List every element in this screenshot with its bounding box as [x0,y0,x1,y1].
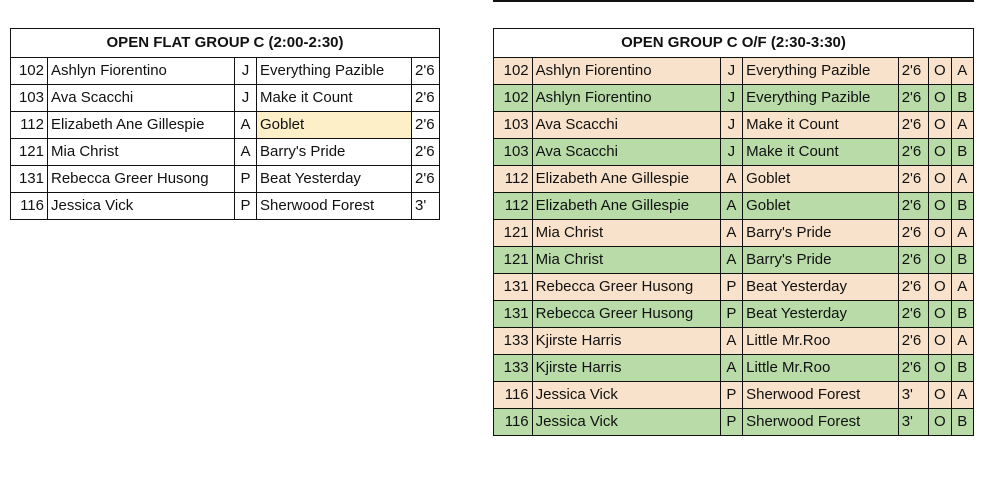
class-type: O [929,112,951,139]
table-row [11,139,440,166]
division-code: A [720,355,742,382]
top-divider-line [493,0,974,2]
entry-number: 103 [11,85,48,112]
rider-name: Ashlyn Fiorentino [532,58,720,85]
horse-name: Make it Count [257,85,412,112]
table-row [494,301,974,328]
section-letter: A [951,382,973,409]
fence-height: 2'6 [412,112,440,139]
table-row [11,85,440,112]
division-code: P [235,193,257,220]
fence-height: 2'6 [898,355,929,382]
fence-height: 2'6 [898,85,929,112]
table-row [494,166,974,193]
rider-name: Ashlyn Fiorentino [532,85,720,112]
rider-name: Kjirste Harris [532,328,720,355]
entry-number: 116 [494,382,533,409]
fence-height: 2'6 [898,301,929,328]
table-row [494,247,974,274]
fence-height: 2'6 [898,58,929,85]
horse-name: Little Mr.Roo [743,328,899,355]
horse-name: Sherwood Forest [743,382,899,409]
section-letter: B [951,247,973,274]
division-code: A [720,166,742,193]
horse-name: Make it Count [743,112,899,139]
division-code: J [235,58,257,85]
entry-number: 112 [494,193,533,220]
table-row [494,409,974,436]
fence-height: 2'6 [898,112,929,139]
horse-name: Beat Yesterday [257,166,412,193]
entry-number: 121 [494,220,533,247]
class-type: O [929,166,951,193]
section-letter: A [951,328,973,355]
rider-name: Elizabeth Ane Gillespie [48,112,235,139]
table-row [494,382,974,409]
division-code: A [720,193,742,220]
rider-name: Mia Christ [532,220,720,247]
fence-height: 2'6 [412,139,440,166]
horse-name: Little Mr.Roo [743,355,899,382]
rider-name: Ava Scacchi [532,139,720,166]
section-letter: B [951,409,973,436]
rider-name: Mia Christ [48,139,235,166]
horse-name: Everything Pazible [743,58,899,85]
table-row [494,193,974,220]
table-title: OPEN GROUP C O/F (2:30-3:30) [494,29,974,58]
division-code: P [235,166,257,193]
rider-name: Ava Scacchi [48,85,235,112]
entry-number: 131 [494,274,533,301]
horse-name: Goblet [257,112,412,139]
division-code: J [720,139,742,166]
class-type: O [929,139,951,166]
class-type: O [929,355,951,382]
table-row [11,166,440,193]
rider-name: Rebecca Greer Husong [532,301,720,328]
division-code: A [235,112,257,139]
section-letter: B [951,193,973,220]
table-row [11,112,440,139]
rider-name: Jessica Vick [532,382,720,409]
rider-name: Elizabeth Ane Gillespie [532,193,720,220]
table-body [494,58,974,436]
class-type: O [929,58,951,85]
section-letter: B [951,85,973,112]
entry-number: 121 [494,247,533,274]
entry-number: 121 [11,139,48,166]
table-row [494,274,974,301]
table-row [11,58,440,85]
division-code: P [720,409,742,436]
division-code: J [720,85,742,112]
division-code: P [720,274,742,301]
entry-number: 102 [11,58,48,85]
fence-height: 2'6 [898,328,929,355]
entry-number: 131 [494,301,533,328]
horse-name: Barry's Pride [743,247,899,274]
horse-name: Beat Yesterday [743,301,899,328]
section-letter: A [951,274,973,301]
entry-number: 131 [11,166,48,193]
section-letter: A [951,58,973,85]
fence-height: 2'6 [412,58,440,85]
class-type: O [929,274,951,301]
fence-height: 2'6 [898,166,929,193]
fence-height: 2'6 [898,220,929,247]
fence-height: 3' [412,193,440,220]
division-code: A [720,220,742,247]
section-letter: B [951,301,973,328]
class-type: O [929,247,951,274]
table-row [494,58,974,85]
entry-number: 133 [494,328,533,355]
horse-name: Barry's Pride [257,139,412,166]
rider-name: Elizabeth Ane Gillespie [532,166,720,193]
table-row [494,355,974,382]
division-code: J [720,58,742,85]
section-letter: A [951,166,973,193]
open-group-c-of-table [493,28,974,436]
table-row [494,112,974,139]
section-letter: A [951,220,973,247]
division-code: J [720,112,742,139]
table-row [11,193,440,220]
horse-name: Beat Yesterday [743,274,899,301]
division-code: J [235,85,257,112]
horse-name: Everything Pazible [257,58,412,85]
section-letter: B [951,139,973,166]
fence-height: 2'6 [898,274,929,301]
division-code: P [720,382,742,409]
entry-number: 112 [11,112,48,139]
section-letter: A [951,112,973,139]
horse-name: Everything Pazible [743,85,899,112]
rider-name: Rebecca Greer Husong [532,274,720,301]
table-row [494,139,974,166]
rider-name: Rebecca Greer Husong [48,166,235,193]
table-row [494,328,974,355]
entry-number: 112 [494,166,533,193]
class-type: O [929,382,951,409]
rider-name: Ashlyn Fiorentino [48,58,235,85]
table-title: OPEN FLAT GROUP C (2:00-2:30) [11,29,440,58]
open-flat-group-c-table [10,28,440,220]
entry-number: 103 [494,112,533,139]
horse-name: Make it Count [743,139,899,166]
class-type: O [929,409,951,436]
horse-name: Goblet [743,166,899,193]
fence-height: 3' [898,409,929,436]
class-type: O [929,301,951,328]
entry-number: 116 [494,409,533,436]
horse-name: Goblet [743,193,899,220]
entry-number: 116 [11,193,48,220]
horse-name: Barry's Pride [743,220,899,247]
rider-name: Mia Christ [532,247,720,274]
entry-number: 103 [494,139,533,166]
division-code: A [720,328,742,355]
rider-name: Jessica Vick [532,409,720,436]
fence-height: 2'6 [412,166,440,193]
table-row [494,220,974,247]
rider-name: Ava Scacchi [532,112,720,139]
section-letter: B [951,355,973,382]
class-type: O [929,328,951,355]
fence-height: 2'6 [412,85,440,112]
entry-number: 102 [494,85,533,112]
division-code: A [235,139,257,166]
horse-name: Sherwood Forest [257,193,412,220]
fence-height: 3' [898,382,929,409]
entry-number: 133 [494,355,533,382]
rider-name: Kjirste Harris [532,355,720,382]
entry-number: 102 [494,58,533,85]
fence-height: 2'6 [898,139,929,166]
fence-height: 2'6 [898,247,929,274]
class-type: O [929,85,951,112]
class-type: O [929,193,951,220]
table-row [494,85,974,112]
division-code: A [720,247,742,274]
class-type: O [929,220,951,247]
fence-height: 2'6 [898,193,929,220]
table-body [11,58,440,220]
division-code: P [720,301,742,328]
rider-name: Jessica Vick [48,193,235,220]
horse-name: Sherwood Forest [743,409,899,436]
